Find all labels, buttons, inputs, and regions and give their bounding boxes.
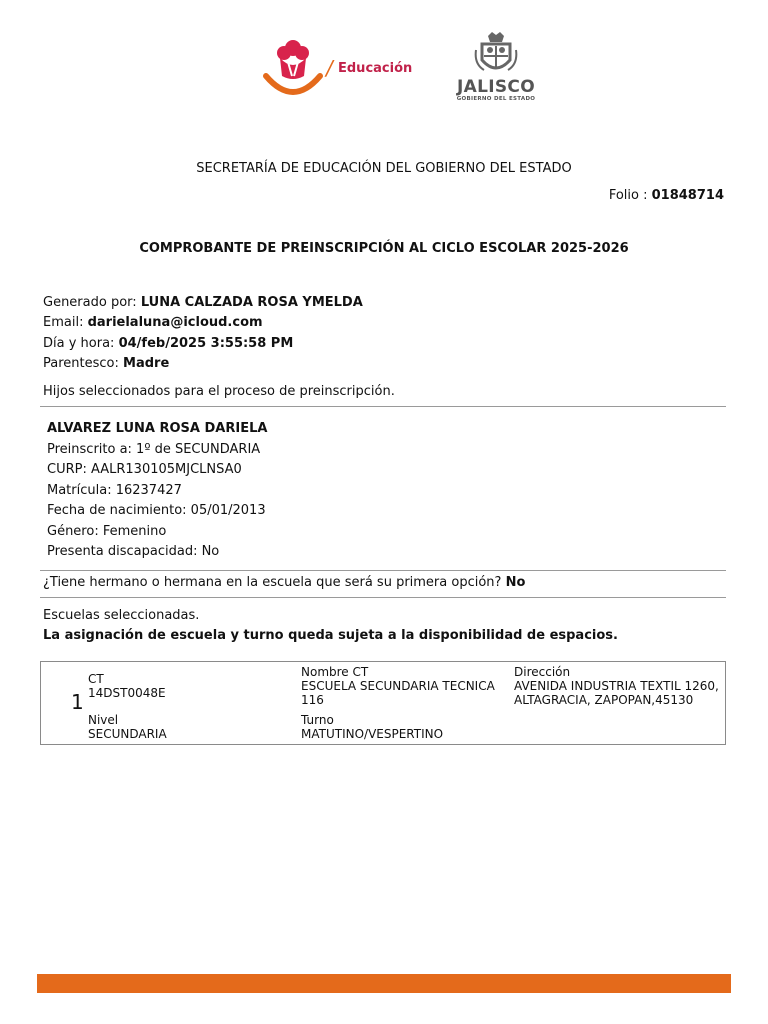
child-curp: CURP: AALR130105MJCLNSA0	[47, 462, 242, 477]
datetime-value: 04/feb/2025 3:55:58 PM	[118, 336, 294, 351]
children-intro: Hijos seleccionados para el proceso de preinscripción.	[43, 384, 395, 399]
datetime-label: Día y hora:	[43, 336, 115, 351]
sibling-row	[43, 575, 525, 590]
relationship-label: Parentesco:	[43, 356, 119, 371]
address-label: Dirección	[514, 665, 571, 679]
folio-label: Folio :	[608, 188, 648, 203]
relationship-row	[43, 356, 169, 371]
sibling-question: ¿Tiene hermano o hermana en la escuela que será su primera opción?	[43, 575, 502, 590]
child-disability: Presenta discapacidad: No	[47, 544, 220, 559]
shift-value: MATUTINO/VESPERTINO	[301, 727, 444, 741]
level-value: SECUNDARIA	[88, 727, 167, 741]
generated-by-row	[43, 295, 363, 310]
child-gender: Género: Femenino	[47, 524, 167, 539]
relationship-value: Madre	[123, 356, 170, 371]
jalisco-seal-icon	[472, 30, 520, 78]
school-name-line1: ESCUELA SECUNDARIA TECNICA	[301, 679, 495, 693]
child-matricula: Matrícula: 16237427	[47, 483, 182, 498]
email-label: Email:	[43, 315, 84, 330]
child-name: ALVAREZ LUNA ROSA DARIELA	[47, 421, 268, 436]
address-line1: AVENIDA INDUSTRIA TEXTIL 1260,	[514, 679, 719, 693]
schools-intro: Escuelas seleccionadas.	[43, 608, 200, 623]
divider	[40, 597, 726, 598]
ct-value: 14DST0048E	[88, 686, 166, 700]
email-value: darielaluna@icloud.com	[87, 315, 263, 330]
email-row	[43, 315, 263, 330]
jalisco-logo-subtext: GOBIERNO DEL ESTADO	[456, 96, 536, 102]
school-option-index: 1	[71, 690, 84, 714]
school-name-label: Nombre CT	[301, 665, 369, 679]
jalisco-logo-text: JALISCO	[457, 77, 535, 97]
ct-label: CT	[88, 672, 104, 686]
generated-by-value: LUNA CALZADA ROSA YMELDA	[140, 295, 363, 310]
footer-bar	[37, 974, 731, 993]
child-birthdate: Fecha de nacimiento: 05/01/2013	[47, 503, 266, 518]
document-title: COMPROBANTE DE PREINSCRIPCIÓN AL CICLO ESCOLAR 2025-2026	[139, 241, 629, 256]
folio	[609, 188, 724, 203]
level-label: Nivel	[88, 713, 119, 727]
secretaria-heading: SECRETARÍA DE EDUCACIÓN DEL GOBIERNO DEL ESTADO	[196, 161, 572, 176]
address-line2: ALTAGRACIA, ZAPOPAN,45130	[514, 693, 694, 707]
schools-notice: La asignación de escuela y turno queda sujeta a la disponibilidad de espacios.	[43, 628, 618, 643]
child-grade: Preinscrito a: 1º de SECUNDARIA	[47, 442, 261, 457]
logo-divider: /	[326, 56, 333, 80]
school-option-card	[40, 661, 726, 745]
divider	[40, 570, 726, 571]
generated-by-label: Generado por:	[43, 295, 137, 310]
folio-value: 01848714	[651, 188, 724, 203]
education-logo	[262, 36, 330, 98]
school-name-line2: 116	[301, 693, 324, 707]
divider	[40, 406, 726, 407]
datetime-row	[43, 336, 293, 351]
shift-label: Turno	[301, 713, 334, 727]
education-logo-text: Educación	[338, 61, 413, 76]
sibling-answer: No	[505, 575, 526, 590]
